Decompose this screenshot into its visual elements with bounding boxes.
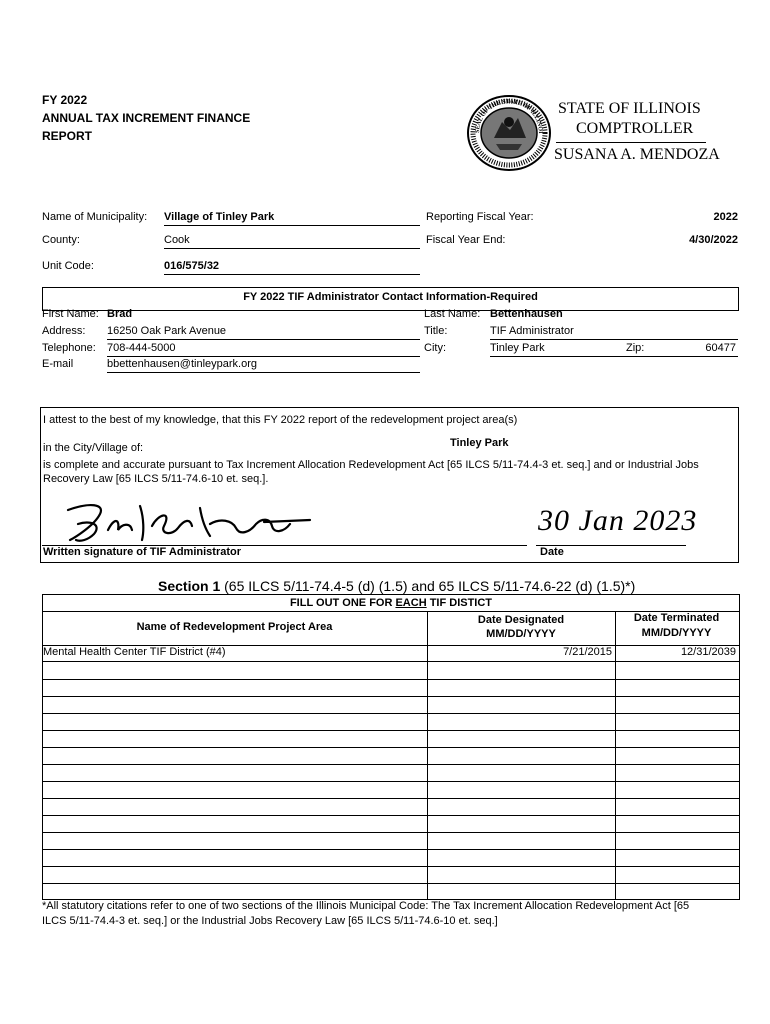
city-value: Tinley Park: [490, 342, 738, 357]
fill-out-each: EACH: [395, 597, 427, 609]
attest-line4: Recovery Law [65 ILCS 5/11-74.6-10 et. seq.].: [43, 473, 269, 485]
zip-label: Zip:: [626, 342, 645, 354]
telephone-label: Telephone:: [42, 342, 96, 354]
svg-text:SEAL OF THE STATE OF ILLINOIS: SEAL OF THE STATE OF ILLINOI: [474, 98, 544, 134]
first-name-label: First Name:: [42, 308, 99, 320]
attest-line3: is complete and accurate pursuant to Tax Increment Allocation Redevelopment Act [65 ILCS 5/11-74.4-3 et. seq.] and or Industrial Jobs: [43, 459, 699, 471]
last-name-label: Last Name:: [424, 308, 481, 320]
col-header-terminated-2: MM/DD/YYYY: [641, 627, 712, 639]
row1-project-name: Mental Health Center TIF District (#4): [43, 646, 226, 658]
handwritten-date: 30 Jan 2023: [538, 504, 698, 537]
fiscal-year-label: Reporting Fiscal Year:: [426, 211, 534, 223]
state-name: STATE OF ILLINOIS: [558, 100, 701, 117]
unit-code-value: 016/575/32: [164, 260, 420, 275]
email-label: E-mail: [42, 358, 74, 370]
fill-out-post: TIF DISTICT: [426, 597, 493, 609]
title-value: TIF Administrator: [490, 325, 738, 340]
col-header-designated-1: Date Designated: [477, 614, 565, 626]
county-value: Cook: [164, 234, 420, 249]
city-label: City:: [424, 342, 446, 354]
col-header-designated-2: MM/DD/YYYY: [486, 628, 556, 640]
county-label: County:: [42, 234, 80, 246]
municipality-label: Name of Municipality:: [42, 211, 148, 223]
address-value: 16250 Oak Park Avenue: [107, 325, 420, 340]
footnote-line1: *All statutory citations refer to one of two sections of the Illinois Municipal Code: The Tax Increment Allocation Redevelopment Act [65: [42, 900, 690, 912]
attest-line1: I attest to the best of my knowledge, that this FY 2022 report of the redevelopment project area(s): [43, 414, 518, 426]
comptroller-name: SUSANA A. MENDOZA: [554, 146, 720, 163]
col-header-name: Name of Redevelopment Project Area: [136, 621, 333, 633]
row1-date-terminated: 12/31/2039: [680, 646, 736, 658]
report-title-line2: REPORT: [42, 129, 93, 143]
address-label: Address:: [42, 325, 86, 337]
footnote-line2: ILCS 5/11-74.4-3 et. seq.] or the Industrial Jobs Recovery Law [65 ILCS 5/11-74.6-10 et. seq.]: [42, 915, 498, 927]
comptroller-title: COMPTROLLER: [576, 120, 694, 137]
fy-label: FY 2022: [42, 93, 88, 107]
section1-title-bold: Section 1: [158, 578, 221, 594]
report-title-line1: ANNUAL TAX INCREMENT FINANCE: [42, 111, 251, 125]
section1-title-citation: (65 ILCS 5/11-74.4-5 (d) (1.5) and 65 ILCS 5/11-74.6-22 (d) (1.5)*): [220, 578, 636, 594]
contact-heading: FY 2022 TIF Administrator Contact Information-Required: [243, 291, 538, 303]
row1-date-designated: 7/21/2015: [563, 646, 612, 658]
fill-out-pre: FILL OUT ONE FOR: [289, 597, 396, 609]
fy-end-label: Fiscal Year End:: [426, 234, 506, 246]
email-value: bbettenhausen@tinleypark.org: [107, 358, 420, 373]
tif-district-table: [42, 594, 740, 900]
zip-value: 60477: [705, 342, 736, 354]
date-label: Date: [540, 546, 564, 558]
unit-code-label: Unit Code:: [42, 260, 94, 272]
header-rule: [556, 142, 706, 143]
state-seal-logo: [466, 94, 552, 172]
attest-city-village-label: in the City/Village of:: [43, 442, 144, 454]
fy-end-value: 4/30/2022: [689, 234, 738, 246]
title-label: Title:: [424, 325, 448, 337]
handwritten-signature: [60, 496, 320, 548]
signature-label: Written signature of TIF Administrator: [43, 546, 242, 558]
col-header-terminated-1: Date Terminated: [633, 612, 720, 624]
fill-out-instruction: [42, 597, 740, 609]
section1-title: [158, 578, 635, 594]
last-name-value: Bettenhausen: [490, 308, 563, 320]
municipality-value: Village of Tinley Park: [164, 211, 420, 226]
attest-city-village-value: Tinley Park: [450, 437, 509, 449]
fiscal-year-value: 2022: [713, 211, 738, 223]
first-name-value: Brad: [107, 308, 133, 320]
telephone-value: 708-444-5000: [107, 342, 420, 357]
